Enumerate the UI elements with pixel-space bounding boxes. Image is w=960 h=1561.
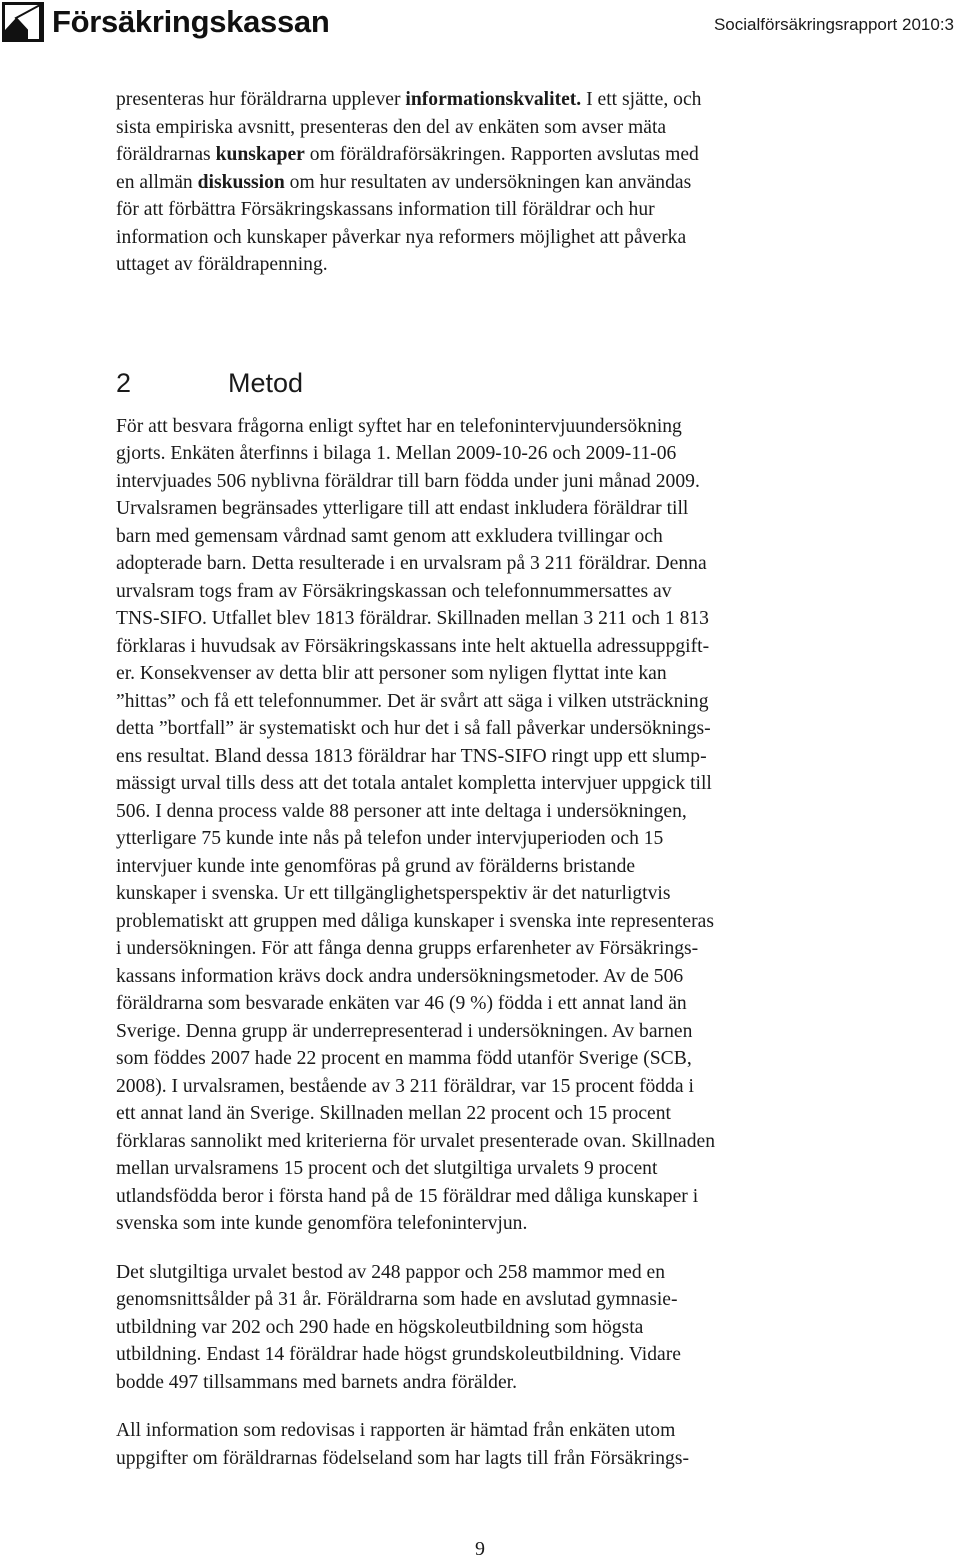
text-line: utlandsfödda beror i första hand på de 15 föräldrar med dåliga kunskaper i [116, 1185, 699, 1207]
intro-line: information och kunskaper påverkar nya reformers möjlighet att påverka [116, 226, 687, 248]
text-line: adopterade barn. Detta resulterade i en urvalsram på 3 211 föräldrar. Denna [116, 553, 707, 574]
method-paragraph [116, 413, 846, 1238]
text-line: i undersökningen. För att fånga denna grupps erfarenheter av Försäkrings- [116, 938, 699, 959]
text-line: ytterligare 75 kunde inte nås på telefon under intervjuperioden och 15 [116, 828, 664, 849]
text-line: intervjuades 506 nyblivna föräldrar till barn födda under juni månad 2009. [116, 470, 700, 492]
text-line: ett annat land än Sverige. Skillnaden mellan 22 procent och 15 procent [116, 1103, 671, 1124]
text-line: problematiskt att gruppen med dåliga kunskaper i svenska inte representeras [116, 910, 714, 932]
text-line: För att besvara frågorna enligt syftet har en telefonintervjuundersökning [116, 415, 682, 437]
section-heading [116, 363, 846, 403]
text-line: mässigt urval tills dess att det totala antalet kompletta intervjuer uppgick till [116, 773, 712, 794]
source-paragraph [116, 1417, 846, 1472]
intro-line: sista empiriska avsnitt, presenteras den del av enkäten som avser mäta [116, 116, 667, 138]
text-line: intervjuer kunde inte genomföras på grund av förälderns bristande [116, 855, 636, 877]
section-number: 2 [116, 367, 132, 398]
text-line: kassans information krävs dock andra undersökningsmetoder. Av de 506 [116, 965, 684, 987]
text-line: utbildning. Endast 14 föräldrar hade högst grundskoleutbildning. Vidare [116, 1344, 681, 1365]
text-line: uppgifter om föräldrarnas födelseland som har lagts till från Försäkrings- [116, 1447, 689, 1469]
text-line: bodde 497 tillsammans med barnets andra förälder. [116, 1371, 518, 1393]
intro-line: presenteras hur föräldrarna upplever informationskvalitet. I ett sjätte, och [116, 89, 702, 110]
page-number: 9 [475, 1538, 485, 1560]
text-line: svenska som inte kunde genomföra telefonintervjun. [116, 1213, 528, 1234]
text-line: All information som redovisas i rapporten är hämtad från enkäten utom [116, 1420, 676, 1441]
text-line: förklaras sannolikt med kriterierna för urvalet presenterade ovan. Skillnaden [116, 1130, 716, 1152]
intro-line: en allmän diskussion om hur resultaten av undersökningen kan användas [116, 171, 692, 193]
intro-line: föräldrarnas kunskaper om föräldraförsäkringen. Rapporten avslutas med [116, 144, 699, 165]
text-line: mellan urvalsramens 15 procent och det slutgiltiga urvalets 9 procent [116, 1158, 658, 1179]
report-reference: Socialförsäkringsrapport 2010:3 [713, 15, 954, 34]
text-line: utbildning var 202 och 290 hade en högskoleutbildning som högsta [116, 1316, 644, 1338]
text-line: som föddes 2007 hade 22 procent en mamma född utanför Sverige (SCB, [116, 1048, 692, 1069]
text-line: Det slutgiltiga urvalet bestod av 248 pappor och 258 mammor med en [116, 1261, 666, 1283]
text-line: urvalsram togs fram av Försäkringskassan och telefonnummersattes av [116, 580, 672, 602]
page-header [0, 0, 960, 60]
logo-text: Försäkringskassan [52, 4, 330, 39]
text-line: föräldrarna som besvarade enkäten var 46 (9 %) födda i ett annat land än [116, 993, 687, 1014]
text-line: ”hittas” och få ett telefonnummer. Det är svårt att säga i vilken utsträckning [116, 690, 709, 712]
text-line: gjorts. Enkäten återfinns i bilaga 1. Mellan 2009-10-26 och 2009-11-06 [116, 443, 677, 464]
text-line: ens resultat. Bland dessa 1813 föräldrar har TNS-SIFO ringt upp ett slump- [116, 745, 707, 767]
logo [2, 2, 330, 42]
text-line: barn med gemensam vårdnad samt genom att exkludera tvillingar och [116, 525, 663, 547]
text-line: er. Konsekvenser av detta blir att personer som nyligen flyttat inte kan [116, 663, 667, 684]
text-line: genomsnittsålder på 31 år. Föräldrarna som hade en avslutad gymnasie- [116, 1289, 678, 1310]
page-content [116, 86, 846, 1472]
text-line: detta ”bortfall” är systematiskt och hur det i så fall påverkar undersöknings- [116, 718, 711, 739]
intro-line: för att förbättra Försäkringskassans information till föräldrar och hur [116, 199, 655, 220]
text-line: förklaras i huvudsak av Försäkringskassans inte helt aktuella adressuppgift- [116, 635, 710, 657]
intro-paragraph [116, 86, 846, 279]
text-line: Sverige. Denna grupp är underrepresenterad i undersökningen. Av barnen [116, 1020, 693, 1042]
sample-paragraph [116, 1259, 846, 1397]
logo-icon [2, 2, 44, 42]
section-title: Metod [228, 367, 304, 398]
text-line: 2008). I urvalsramen, bestående av 3 211 föräldrar, var 15 procent födda i [116, 1075, 694, 1097]
text-line: TNS-SIFO. Utfallet blev 1813 föräldrar. Skillnaden mellan 3 211 och 1 813 [116, 608, 709, 629]
intro-line: uttaget av föräldrapenning. [116, 254, 328, 275]
text-line: kunskaper i svenska. Ur ett tillgänglighetsperspektiv är det naturligtvis [116, 883, 671, 904]
text-line: Urvalsramen begränsades ytterligare till att endast inkludera föräldrar till [116, 498, 689, 519]
text-line: 506. I denna process valde 88 personer att inte deltaga i undersökningen, [116, 800, 687, 822]
